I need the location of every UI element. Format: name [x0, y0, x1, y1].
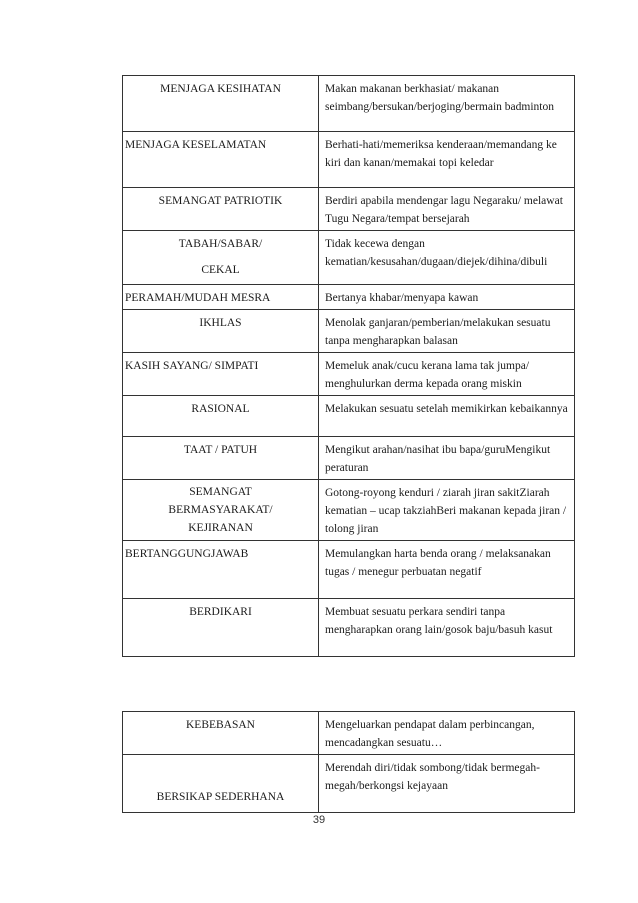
value-name: PERAMAH/MUDAH MESRA — [125, 292, 271, 304]
value-name-cell — [123, 285, 319, 310]
table-row — [123, 353, 575, 396]
value-name-cell — [123, 188, 319, 231]
value-name-cell — [123, 310, 319, 353]
value-example-cell: Membuat sesuatu perkara sendiri tanpa mengharapkan orang lain/gosok baju/basuh kasut — [319, 599, 575, 657]
value-name-cell — [123, 755, 319, 813]
value-name: KEBEBASAN — [185, 719, 255, 731]
value-example-cell: Memulangkan harta benda orang / melaksanakan tugas / menegur perbuatan negatif — [319, 541, 575, 599]
value-name: MENJAGA KESIHATAN — [160, 83, 281, 95]
value-name: KASIH SAYANG/ SIMPATI — [125, 360, 259, 372]
value-example-cell: Gotong-royong kenduri / ziarah jiran sakitZiarah kematian – ucap takziahBeri makanan kepada jiran / tolong jiran — [319, 480, 575, 541]
value-name-cell — [123, 541, 319, 599]
value-name-cell — [123, 437, 319, 480]
value-name: RASIONAL — [191, 403, 250, 415]
table-row — [123, 188, 575, 231]
value-name-cell — [123, 480, 319, 541]
value-example-cell: Merendah diri/tidak sombong/tidak bermegah-megah/berkongsi kejayaan — [319, 755, 575, 813]
value-example-cell: Mengeluarkan pendapat dalam perbincangan, mencadangkan sesuatu… — [319, 712, 575, 755]
value-example-cell: Tidak kecewa dengan kematian/kesusahan/dugaan/diejek/dihina/dibuli — [319, 231, 575, 285]
value-name: SEMANGAT BERMASYARAKAT/ KEJIRANAN — [168, 486, 273, 534]
value-name: BERTANGGUNGJAWAB — [125, 548, 249, 560]
value-name-cell — [123, 712, 319, 755]
value-example-cell: Bertanya khabar/menyapa kawan — [319, 285, 575, 310]
table-row — [123, 712, 575, 755]
table-row — [123, 310, 575, 353]
value-example-cell: Mengikut arahan/nasihat ibu bapa/guruMengikut peraturan — [319, 437, 575, 480]
value-name-cell — [123, 132, 319, 188]
value-name-cell — [123, 396, 319, 437]
value-example-cell: Berhati-hati/memeriksa kenderaan/memandang ke kiri dan kanan/memakai topi keledar — [319, 132, 575, 188]
value-name-cell — [123, 599, 319, 657]
value-example-cell: Menolak ganjaran/pemberian/melakukan sesuatu tanpa mengharapkan balasan — [319, 310, 575, 353]
table-row — [123, 755, 575, 813]
table-row — [123, 541, 575, 599]
values-table-2 — [122, 711, 575, 813]
table-row — [123, 480, 575, 541]
value-name: MENJAGA KESELAMATAN — [125, 139, 267, 151]
value-example-cell: Melakukan sesuatu setelah memikirkan kebaikannya — [319, 396, 575, 437]
table-row — [123, 599, 575, 657]
value-example-cell: Makan makanan berkhasiat/ makanan seimbang/bersukan/berjoging/bermain badminton — [319, 76, 575, 132]
value-name: BERDIKARI — [189, 606, 252, 618]
value-name: SEMANGAT PATRIOTIK — [158, 195, 283, 207]
value-name: TABAH/SABAR/ CEKAL — [178, 238, 263, 276]
table-row — [123, 231, 575, 285]
table-row — [123, 285, 575, 310]
value-name: IKHLAS — [199, 317, 242, 329]
table-row — [123, 76, 575, 132]
table-row — [123, 437, 575, 480]
page-number: 39 — [312, 814, 326, 826]
table-row — [123, 396, 575, 437]
value-name-cell — [123, 231, 319, 285]
value-name-cell — [123, 76, 319, 132]
values-table-1 — [122, 75, 575, 657]
value-name: BERSIKAP SEDERHANA — [156, 791, 285, 803]
value-name-cell — [123, 353, 319, 396]
value-name: TAAT / PATUH — [183, 444, 258, 456]
table-row — [123, 132, 575, 188]
value-example-cell: Berdiri apabila mendengar lagu Negaraku/ melawat Tugu Negara/tempat bersejarah — [319, 188, 575, 231]
value-example-cell: Memeluk anak/cucu kerana lama tak jumpa/ menghulurkan derma kepada orang miskin — [319, 353, 575, 396]
